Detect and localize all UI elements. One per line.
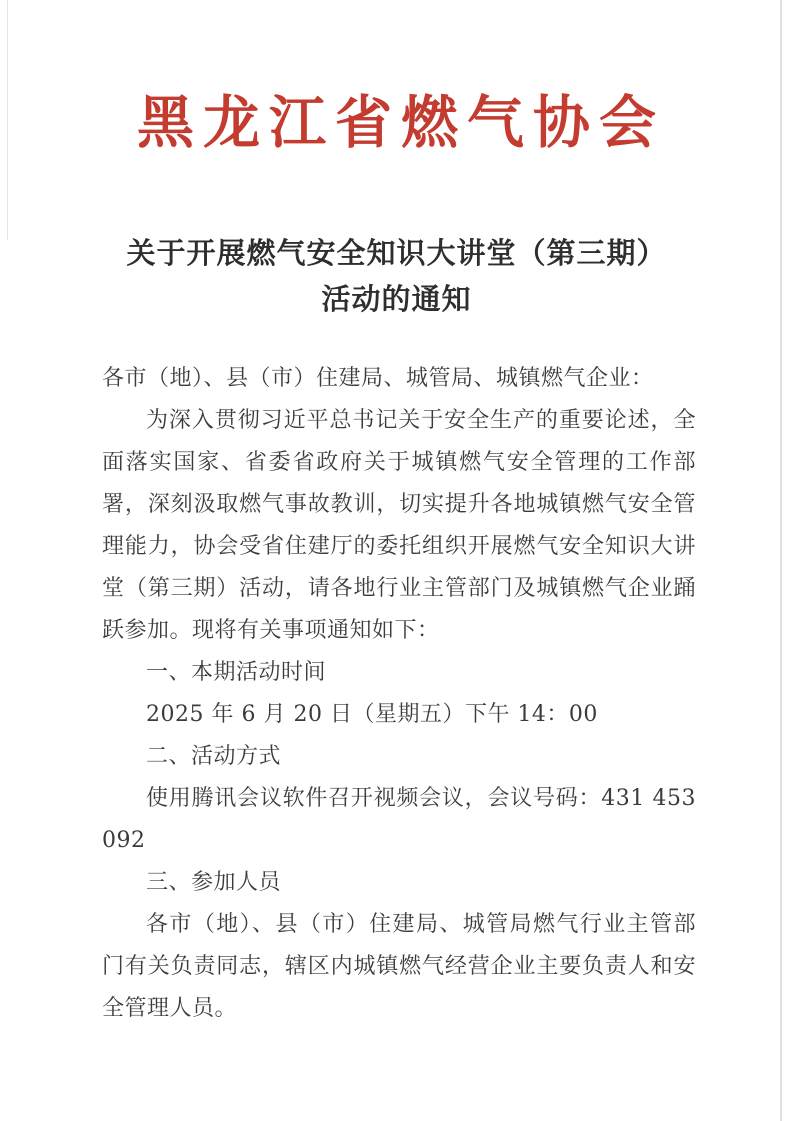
scan-edge-artifact-left bbox=[7, 0, 8, 240]
scan-edge-artifact-right bbox=[780, 0, 782, 1121]
section-1-datetime: 2025 年 6 月 20 日（星期五）下午 14：00 bbox=[146, 702, 598, 727]
section-1-heading: 一、本期活动时间 bbox=[146, 660, 327, 685]
intro-paragraph: 为深入贯彻习近平总书记关于安全生产的重要论述，全面落实国家、省委省政府关于城镇燃气安全管理的工作部署，深刻汲取燃气事故教训，切实提升各地城镇燃气安全管理能力，协会受省住建厅的委托组织开展燃气安全知识大讲堂（第三期）活动，请各地行业主管部门及城镇燃气企业踊跃参加。现将有关事项通知如下： bbox=[102, 408, 696, 643]
section-2-heading: 二、活动方式 bbox=[146, 744, 282, 769]
document-title-line1: 关于开展燃气安全知识大讲堂（第三期） bbox=[126, 236, 667, 270]
letterhead-divider-rule bbox=[73, 181, 721, 190]
document-title bbox=[0, 230, 793, 322]
org-letterhead-title: 黑龙江省燃气协会 bbox=[137, 90, 665, 156]
document-body bbox=[102, 358, 696, 1030]
section-2-meeting-info: 使用腾讯会议软件召开视频会议，会议号码：431 453 092 bbox=[102, 786, 696, 853]
document-title-line2: 活动的通知 bbox=[321, 282, 472, 316]
section-3-participants: 各市（地）、县（市）住建局、城管局燃气行业主管部门有关负责同志，辖区内城镇燃气经营企业主要负责人和安全管理人员。 bbox=[102, 912, 696, 1021]
salutation-line: 各市（地）、县（市）住建局、城管局、城镇燃气企业： bbox=[102, 366, 654, 391]
section-3-heading: 三、参加人员 bbox=[146, 870, 282, 895]
